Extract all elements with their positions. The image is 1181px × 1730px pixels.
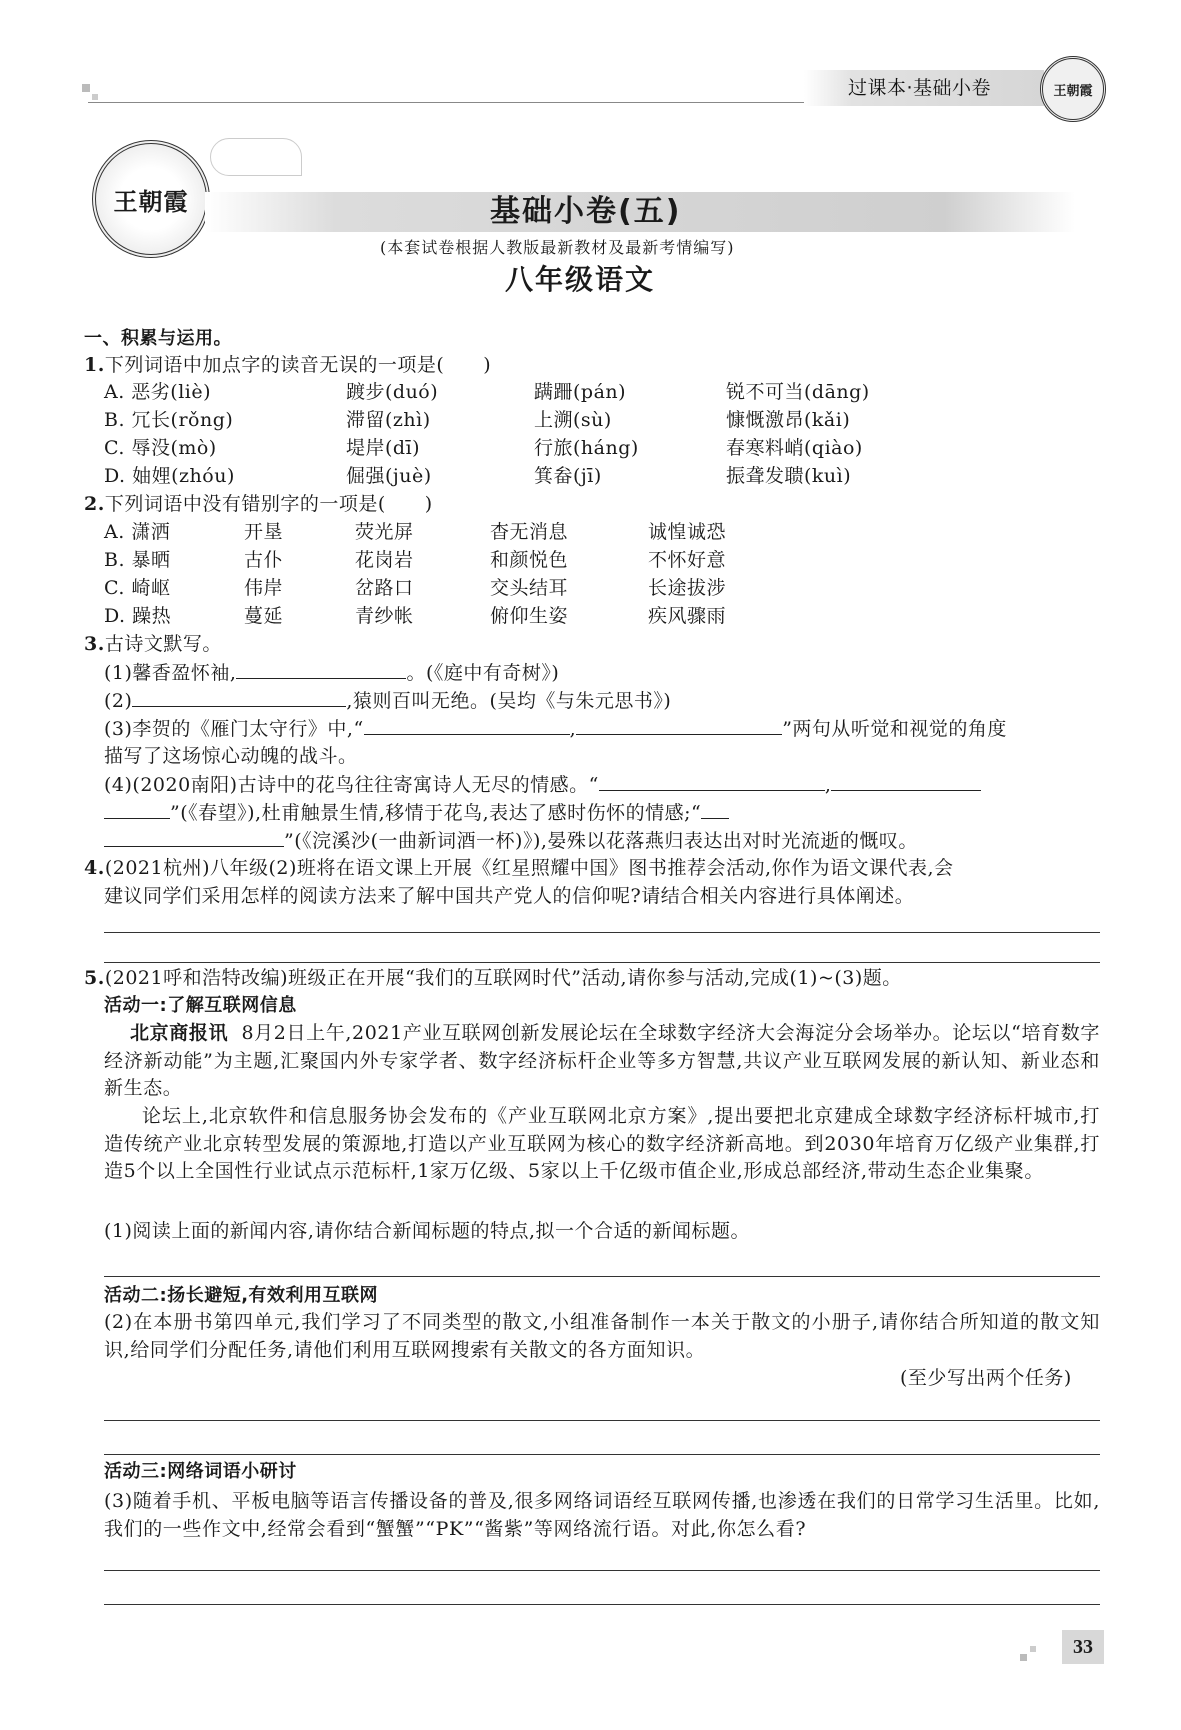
q1-option: 振聋发聩(kuì) — [726, 465, 852, 487]
q2-option: A. 潇洒 — [104, 521, 171, 543]
q2-option: 古仆 — [244, 549, 284, 571]
q3-part4-line2 — [104, 800, 729, 825]
q1-option: 堤岸(dī) — [346, 437, 421, 459]
q4-line1 — [84, 856, 954, 880]
section-heading: 一、积累与运用。 — [84, 328, 232, 349]
q1-option: 锐不可当(dāng) — [726, 381, 870, 403]
q3-part4-blank2-cont[interactable] — [104, 800, 170, 819]
q3-part3-blank1[interactable] — [364, 716, 570, 735]
sub-question-2: (2)在本册书第四单元,我们学习了不同类型的散文,小组准备制作一本关于散文的小册子,请你结合所知道的散文知识,给同学们分配任务,请他们利用互联网搜索有关散文的各方面知识。 — [104, 1311, 1100, 1361]
q3-part4-sep: , — [824, 774, 832, 796]
q2-stem-text: 下列词语中没有错别字的一项是( ) — [104, 493, 433, 515]
q1-option: 慷慨激昂(kǎi) — [726, 409, 851, 431]
brand-logo-text: 王朝霞 — [113, 186, 189, 216]
q1-option: 倔强(juè) — [346, 465, 432, 487]
q1-option: 上溯(sù) — [534, 409, 612, 431]
q2-option: 疾风骤雨 — [648, 605, 727, 627]
activity2-title: 活动二:扬长避短,有效利用互联网 — [104, 1285, 379, 1306]
page-number: 33 — [1073, 1635, 1093, 1658]
q3-stem-text: 古诗文默写。 — [104, 633, 222, 655]
q3-part3 — [104, 716, 1007, 741]
q2-option: C. 崎岖 — [104, 577, 171, 599]
q2-option: 不怀好意 — [648, 549, 727, 571]
q2-option: 蔓延 — [244, 605, 284, 627]
q4-line2: 建议同学们采用怎样的阅读方法来了解中国共产党人的信仰呢?请结合相关内容进行具体阐述。 — [104, 885, 915, 907]
sub3-answer-line[interactable] — [104, 1570, 1100, 1571]
q1-option: 滞留(zhì) — [346, 409, 431, 431]
q3-stem — [84, 632, 222, 656]
q3-part2-tail: ,猿则百叫无绝。(吴均《与朱元思书》) — [346, 690, 672, 712]
q2-option: 伟岸 — [244, 577, 284, 599]
q2-num: 2. — [84, 493, 105, 515]
sub-question-1: (1)阅读上面的新闻内容,请你结合新闻标题的特点,拟一个合适的新闻标题。 — [104, 1220, 750, 1242]
header-dots-decor — [82, 84, 90, 92]
q3-part3-blank2[interactable] — [576, 716, 782, 735]
q2-option: 俯仰生姿 — [490, 605, 569, 627]
q1-option: 踱步(duó) — [346, 381, 439, 403]
q2-option: D. 躁热 — [104, 605, 172, 627]
q1-stem-text: 下列词语中加点字的读音无误的一项是( ) — [104, 354, 492, 376]
q2-option: 荧光屏 — [355, 521, 414, 543]
q2-option: 和颜悦色 — [490, 549, 569, 571]
q3-part3-lead: (3)李贺的《雁门太守行》中,“ — [104, 718, 364, 740]
page-subtitle: (本套试卷根据人教版最新教材及最新考情编写) — [380, 238, 735, 257]
sub-question-3: (3)随着手机、平板电脑等语言传播设备的普及,很多网络词语经互联网传播,也渗透在我们的日常学习生活里。比如,我们的一些作文中,经常会看到“蟹蟹”“PK”“酱紫”等网络流行语。对此,你怎么看? — [104, 1490, 1100, 1540]
q3-part1-lead: (1)馨香盈怀袖, — [104, 662, 237, 684]
header-rule — [88, 102, 818, 103]
q1-option: 春寒料峭(qiào) — [726, 437, 863, 459]
q4-num: 4. — [84, 857, 105, 879]
q3-part4-blank1[interactable] — [599, 772, 825, 791]
q1-option: 箕畚(jī) — [534, 465, 602, 487]
header-series: 过课本·基础小卷 — [848, 77, 992, 99]
q1-option: B. 冗长(rǒng) — [104, 409, 234, 431]
activity1-title: 活动一:了解互联网信息 — [104, 995, 297, 1016]
grade-subject: 八年级语文 — [505, 263, 656, 296]
news-paragraph-1 — [104, 1020, 1100, 1103]
q3-num: 3. — [84, 633, 105, 655]
q1-option: D. 妯娌(zhóu) — [104, 465, 235, 487]
q3-part3-tail: ”两句从听觉和视觉的角度 — [782, 718, 1007, 740]
page-number-box — [1062, 1630, 1104, 1664]
q5-num: 5. — [84, 967, 105, 989]
footer-dots-decor — [1020, 1654, 1027, 1661]
activity3-title: 活动三:网络词语小研讨 — [104, 1461, 297, 1482]
q3-part4-lead: (4)(2020南阳)古诗中的花鸟往往寄寓诗人无尽的情感。“ — [104, 774, 599, 796]
header-logo-text: 王朝霞 — [1053, 83, 1093, 99]
q3-part4-end: ”(《浣溪沙(一曲新词酒一杯)》),晏殊以花落燕归表达出对时光流逝的慨叹。 — [284, 830, 918, 852]
footer-dots-decor — [1030, 1646, 1036, 1652]
q3-part3-cont: 描写了这场惊心动魄的战斗。 — [104, 745, 358, 767]
q3-part4-blank2[interactable] — [831, 772, 981, 791]
q5-stem-text: (2021呼和浩特改编)班级正在开展“我们的互联网时代”活动,请你参与活动,完成(1)~(3)题。 — [104, 967, 902, 989]
q2-option: 青纱帐 — [355, 605, 414, 627]
q2-option: 岔路口 — [355, 577, 414, 599]
q3-part2-blank[interactable] — [132, 688, 346, 707]
q2-option: 长途拔涉 — [648, 577, 727, 599]
q1-option: 行旅(háng) — [534, 437, 639, 459]
q1-option: A. 恶劣(liè) — [104, 381, 212, 403]
header-logo — [1040, 56, 1106, 122]
q3-part4-mid: ”(《春望》),杜甫触景生情,移情于花鸟,表达了感时伤怀的情感;“ — [170, 802, 702, 824]
q3-part4-blank3-cont[interactable] — [104, 828, 284, 847]
q3-part4 — [104, 772, 981, 797]
q4-answer-line[interactable] — [104, 962, 1100, 963]
sub2-note: (至少写出两个任务) — [900, 1367, 1072, 1389]
q5-stem — [84, 966, 902, 990]
q2-option: B. 暴晒 — [104, 549, 171, 571]
q4-answer-line[interactable] — [104, 932, 1100, 933]
sub2-answer-line[interactable] — [104, 1454, 1100, 1455]
news-lead: 北京商报讯 — [130, 1022, 229, 1044]
q3-part2-lead: (2) — [104, 690, 133, 712]
q2-option: 诚惶诚恐 — [648, 521, 727, 543]
q1-stem — [84, 353, 491, 377]
ribbon-decor — [210, 138, 302, 176]
q4-text1: (2021杭州)八年级(2)班将在语文课上开展《红星照耀中国》图书推荐会活动,你作为语文课代表,会 — [104, 857, 954, 879]
sub1-answer-line[interactable] — [104, 1276, 1100, 1277]
q2-stem — [84, 492, 433, 516]
q1-option: C. 辱没(mò) — [104, 437, 217, 459]
q2-option: 花岗岩 — [355, 549, 414, 571]
q3-part4-blank3[interactable] — [701, 800, 729, 819]
q2-option: 开垦 — [244, 521, 284, 543]
news-text-1: 8月2日上午,2021产业互联网创新发展论坛在全球数字经济大会海淀分会场举办。论坛以“培育数字经济新动能”为主题,汇聚国内外专家学者、数字经济标杆企业等多方智慧,共议产业互联网发展的新认知、新业态和新生态。 — [104, 1022, 1100, 1099]
q2-option: 杳无消息 — [490, 521, 569, 543]
brand-logo — [92, 140, 210, 258]
q3-part1-blank[interactable] — [236, 660, 406, 679]
q1-option: 蹒跚(pán) — [534, 381, 627, 403]
q3-part2 — [104, 688, 671, 713]
q3-part3-sep: , — [569, 718, 577, 740]
q3-part1 — [104, 660, 559, 685]
sub3-answer-line[interactable] — [104, 1604, 1100, 1605]
q2-option: 交头结耳 — [490, 577, 569, 599]
q3-part1-tail: 。(《庭中有奇树》) — [406, 662, 560, 684]
header-dots-decor — [92, 94, 98, 100]
news-paragraph-2: 论坛上,北京软件和信息服务协会发布的《产业互联网北京方案》,提出要把北京建成全球数字经济标杆城市,打造传统产业北京转型发展的策源地,打造以产业互联网为核心的数字经济新高地。到2030年培育万亿级产业集群,打造5个以上全国性行业试点示范标杆,1家万亿级、5家以上千亿级市值企业,形成总部经济,带动生态企业集聚。 — [104, 1105, 1100, 1182]
q3-part4-line3 — [104, 828, 918, 853]
q1-num: 1. — [84, 354, 105, 376]
page-title: 基础小卷(五) — [490, 194, 682, 229]
sub2-answer-line[interactable] — [104, 1420, 1100, 1421]
